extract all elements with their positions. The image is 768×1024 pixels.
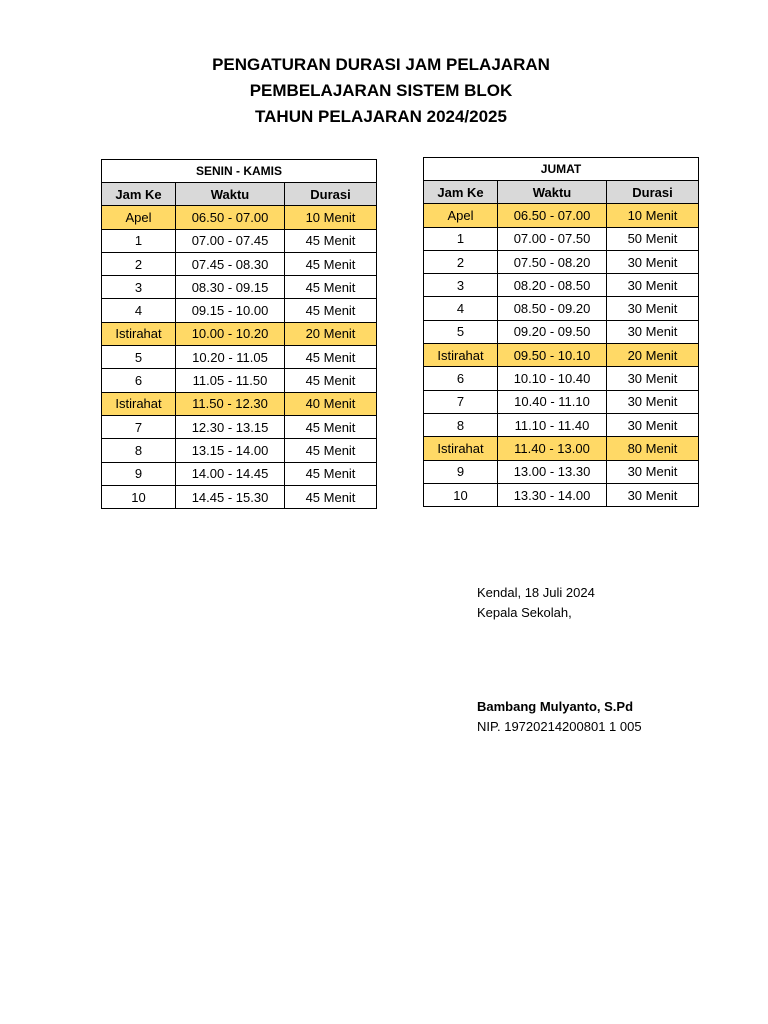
cell-durasi: 45 Menit [285,462,377,485]
cell-jam: 8 [424,413,498,436]
cell-jam: 5 [424,320,498,343]
cell-durasi: 30 Menit [607,274,699,297]
table-heading-row [102,160,377,183]
cell-durasi: 30 Menit [607,413,699,436]
table-row [424,250,699,273]
cell-waktu: 10.10 - 10.40 [498,367,607,390]
table-row [102,462,377,485]
table-heading-row [424,158,699,181]
table-row [102,276,377,299]
table-row [102,346,377,369]
title-line-3: TAHUN PELAJARAN 2024/2025 [255,107,507,126]
column-header-row [102,183,377,206]
cell-waktu: 07.00 - 07.45 [176,229,285,252]
table-row [102,369,377,392]
cell-durasi: 45 Menit [285,415,377,438]
column-header: Waktu [176,183,285,206]
cell-durasi: 30 Menit [607,367,699,390]
cell-durasi: 10 Menit [607,204,699,227]
table-row [424,297,699,320]
cell-waktu: 10.20 - 11.05 [176,346,285,369]
cell-durasi: 45 Menit [285,369,377,392]
cell-jam: 7 [102,415,176,438]
cell-durasi: 40 Menit [285,392,377,415]
cell-durasi: 45 Menit [285,346,377,369]
table-row [424,483,699,506]
table-row [102,439,377,462]
signer-name: Bambang Mulyanto, S.Pd [477,699,634,714]
table-row [424,390,699,413]
cell-durasi: 20 Menit [285,322,377,345]
cell-waktu: 06.50 - 07.00 [498,204,607,227]
cell-jam: 2 [102,252,176,275]
cell-jam: Istirahat [102,392,176,415]
signature-footer [477,697,642,737]
table-row [102,322,377,345]
cell-waktu: 13.00 - 13.30 [498,460,607,483]
cell-durasi: 45 Menit [285,252,377,275]
cell-durasi: 30 Menit [607,320,699,343]
table-row [424,320,699,343]
cell-waktu: 11.05 - 11.50 [176,369,285,392]
cell-waktu: 08.50 - 09.20 [498,297,607,320]
cell-waktu: 14.45 - 15.30 [176,485,285,508]
cell-waktu: 11.10 - 11.40 [498,413,607,436]
cell-durasi: 30 Menit [607,390,699,413]
cell-durasi: 45 Menit [285,439,377,462]
signature-header [477,583,595,623]
cell-jam: 1 [424,227,498,250]
cell-waktu: 10.40 - 11.10 [498,390,607,413]
table-row [102,206,377,229]
schedule-table-jumat [423,157,699,507]
column-header: Waktu [498,181,607,204]
title-line-1: PENGATURAN DURASI JAM PELAJARAN [212,55,550,74]
column-header: Jam Ke [424,181,498,204]
cell-jam: Apel [102,206,176,229]
title-line-2: PEMBELAJARAN SISTEM BLOK [249,81,513,100]
cell-waktu: 09.20 - 09.50 [498,320,607,343]
cell-waktu: 07.00 - 07.50 [498,227,607,250]
cell-waktu: 08.30 - 09.15 [176,276,285,299]
table-row [424,437,699,460]
table-heading: SENIN - KAMIS [102,160,377,183]
cell-durasi: 50 Menit [607,227,699,250]
table-row [102,299,377,322]
cell-jam: 2 [424,250,498,273]
cell-jam: 10 [102,485,176,508]
cell-durasi: 10 Menit [285,206,377,229]
cell-durasi: 30 Menit [607,297,699,320]
cell-jam: 10 [424,483,498,506]
table-row [102,485,377,508]
cell-jam: 6 [102,369,176,392]
column-header: Durasi [607,181,699,204]
cell-jam: 7 [424,390,498,413]
cell-jam: 3 [102,276,176,299]
cell-waktu: 13.30 - 14.00 [498,483,607,506]
cell-jam: 5 [102,346,176,369]
signer-nip: NIP. 19720214200801 1 005 [477,719,642,734]
cell-jam: Istirahat [102,322,176,345]
signer-position: Kepala Sekolah, [477,605,572,620]
cell-jam: Istirahat [424,437,498,460]
document-title [0,52,762,130]
cell-jam: 4 [102,299,176,322]
cell-jam: 4 [424,297,498,320]
cell-waktu: 07.45 - 08.30 [176,252,285,275]
cell-durasi: 30 Menit [607,483,699,506]
cell-jam: 3 [424,274,498,297]
cell-waktu: 09.15 - 10.00 [176,299,285,322]
cell-durasi: 45 Menit [285,485,377,508]
schedule-table-senin-kamis [101,159,377,509]
cell-durasi: 45 Menit [285,299,377,322]
table-row [424,204,699,227]
table-row [424,227,699,250]
table-row [424,274,699,297]
cell-durasi: 30 Menit [607,250,699,273]
cell-waktu: 09.50 - 10.10 [498,344,607,367]
table-heading: JUMAT [424,158,699,181]
cell-jam: 9 [424,460,498,483]
cell-waktu: 07.50 - 08.20 [498,250,607,273]
table-row [424,344,699,367]
column-header: Jam Ke [102,183,176,206]
cell-waktu: 11.40 - 13.00 [498,437,607,460]
cell-waktu: 14.00 - 14.45 [176,462,285,485]
cell-waktu: 11.50 - 12.30 [176,392,285,415]
cell-durasi: 45 Menit [285,276,377,299]
cell-jam: 1 [102,229,176,252]
table-row [424,460,699,483]
table-row [102,252,377,275]
table-row [102,229,377,252]
cell-waktu: 06.50 - 07.00 [176,206,285,229]
column-header: Durasi [285,183,377,206]
cell-durasi: 20 Menit [607,344,699,367]
cell-jam: 8 [102,439,176,462]
table-row [424,367,699,390]
table-row [102,392,377,415]
table-row [102,415,377,438]
column-header-row [424,181,699,204]
cell-durasi: 30 Menit [607,460,699,483]
cell-jam: Apel [424,204,498,227]
cell-waktu: 13.15 - 14.00 [176,439,285,462]
cell-jam: 9 [102,462,176,485]
cell-durasi: 80 Menit [607,437,699,460]
cell-waktu: 08.20 - 08.50 [498,274,607,297]
cell-durasi: 45 Menit [285,229,377,252]
table-row [424,413,699,436]
cell-waktu: 10.00 - 10.20 [176,322,285,345]
cell-jam: 6 [424,367,498,390]
cell-jam: Istirahat [424,344,498,367]
place-date: Kendal, 18 Juli 2024 [477,585,595,600]
cell-waktu: 12.30 - 13.15 [176,415,285,438]
